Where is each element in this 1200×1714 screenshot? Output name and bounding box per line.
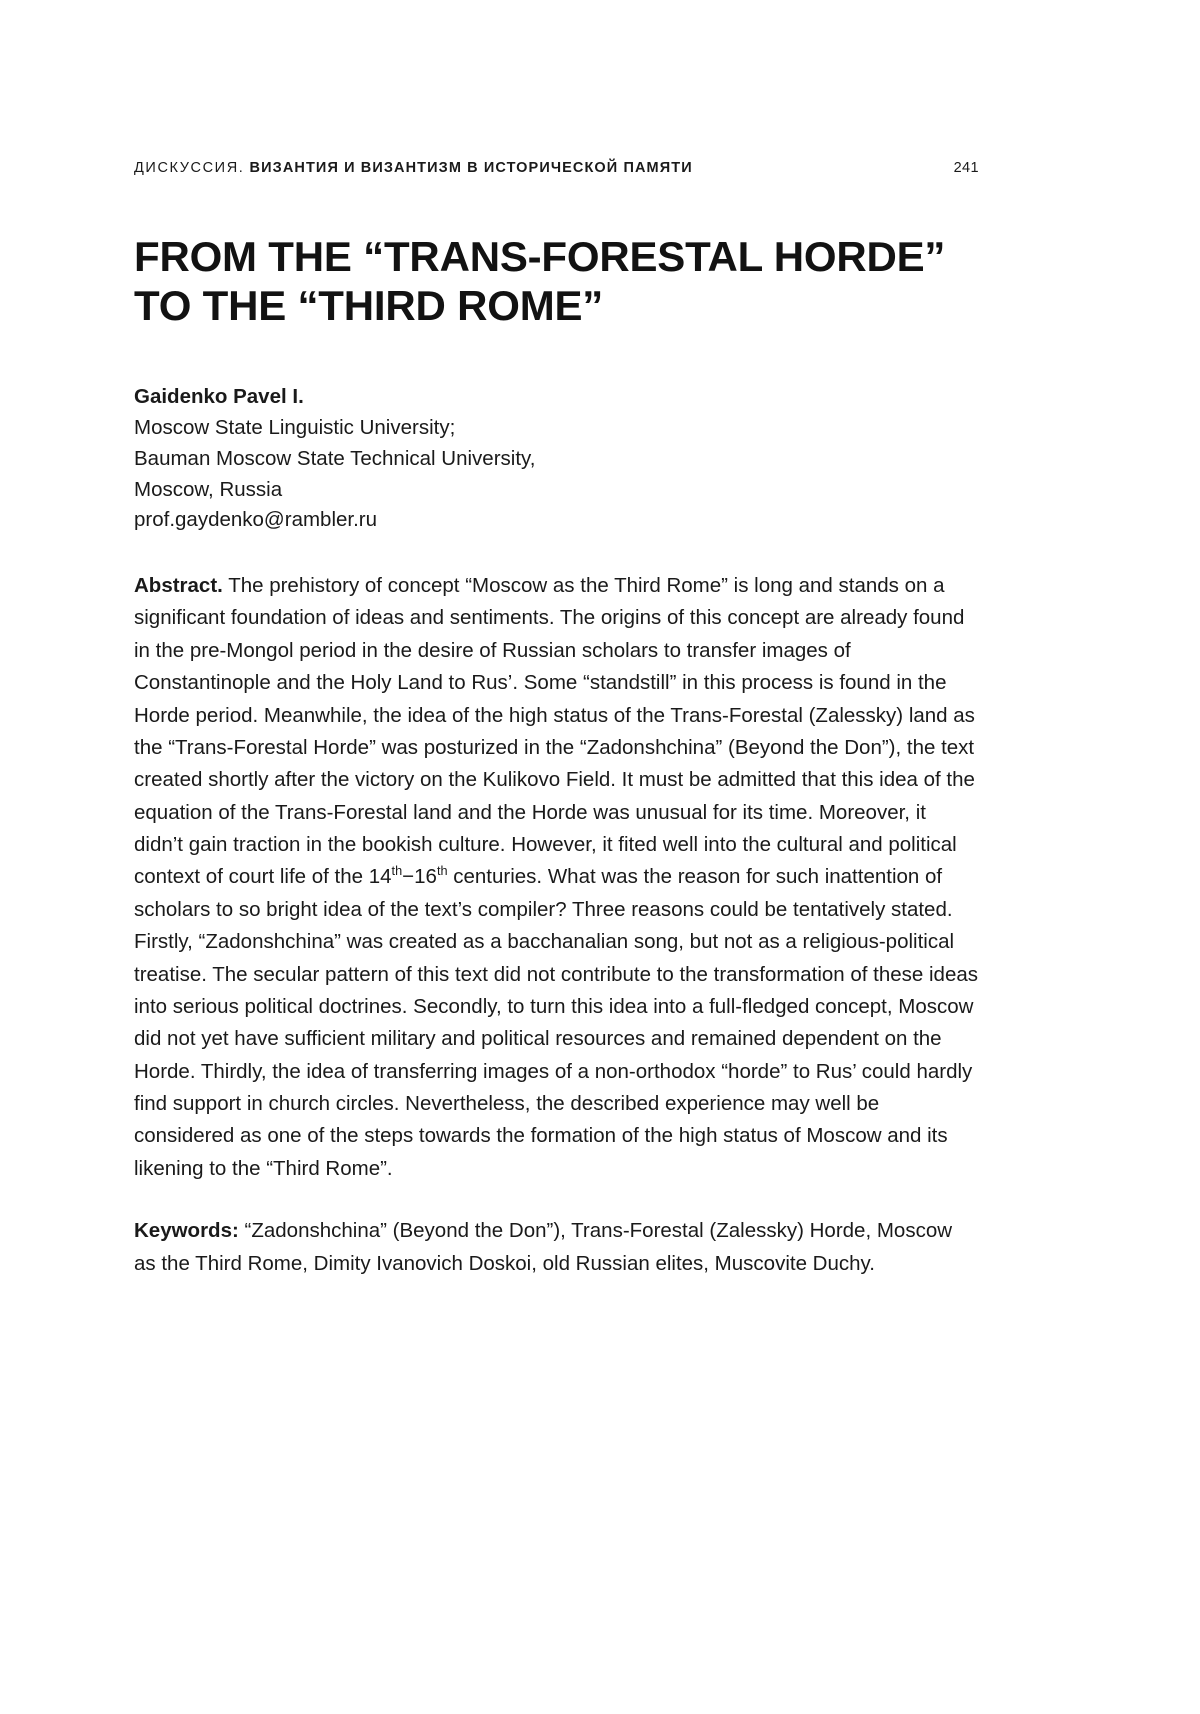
running-head bbox=[134, 160, 979, 176]
author-city: Moscow, Russia bbox=[134, 477, 283, 501]
abstract-text-part-1: The prehistory of concept “Moscow as the Third Rome” is long and stands on a significant foundation of ideas and sentiments. The origins of this concept are already found in the pre-Mongol period in the desire of Russian scholars to transfer images of Constantinople and the Holy Land to Rus’. Some “standstill” in this process is found in the Horde period. Meanwhile, the idea of the high status of the Trans-Forestal (Zalessky) land as the “Trans-Forestal Horde” was posturized in the “Zadonshchina” (Beyond the Don”), the text created shortly after the victory on the Kulikovo Field. It must be admitted that this idea of the equation of the Trans-Forestal land and the Horde was unusual for its time. Moreover, it didn’t gain traction in the bookish culture. However, it fited well into the cultural and political context of court life of the 14 bbox=[134, 574, 975, 889]
abstract-label: Abstract. bbox=[134, 574, 223, 597]
author-name: Gaidenko Pavel I. bbox=[134, 385, 304, 409]
author-block bbox=[134, 382, 979, 536]
author-affiliation-1: Moscow State Linguistic University; bbox=[134, 416, 456, 439]
author-affiliation-2: Bauman Moscow State Technical University, bbox=[134, 446, 536, 470]
page-number: 241 bbox=[953, 160, 979, 176]
running-head-text bbox=[134, 160, 693, 176]
abstract-text-part-2: −16 bbox=[402, 865, 437, 889]
page-title-line-2: TO THE “THIRD ROME” bbox=[134, 282, 604, 330]
abstract-text-part-3: centuries. What was the reason for such inattention of scholars to so bright idea of the text’s compiler? Three reasons could be tentatively stated. Firstly, “Zadonshchina” was created as a bacchanalian song, but not as a religious-political treatise. The secular pattern of this text did not contribute to the transformation of these ideas into serious political doctrines. Secondly, to turn this idea into a full-fledged concept, Moscow did not yet have sufficient military and political resources and remained dependent on the Horde. Thirdly, the idea of transferring images of a non-orthodox “horde” to Rus’ could hardly find support in church circles. Nevertheless, the described experience may well be considered as one of the steps towards the formation of the high status of Moscow and its likening to the “Third Rome”. bbox=[134, 865, 979, 1180]
running-head-topic: ВИЗАНТИЯ И ВИЗАНТИЗМ В ИСТОРИЧЕСКОЙ ПАМЯТИ bbox=[249, 160, 693, 176]
abstract-superscript-1: th bbox=[391, 863, 403, 879]
author-email: prof.gaydenko@rambler.ru bbox=[134, 508, 378, 532]
page-title bbox=[134, 232, 979, 330]
keywords-label: Keywords: bbox=[134, 1219, 239, 1243]
running-head-section: ДИСКУССИЯ. bbox=[134, 160, 245, 176]
page-content bbox=[134, 160, 979, 1280]
keywords-text: “Zadonshchina” (Beyond the Don”), Trans-Forestal (Zalessky) Horde, Moscow as the Third Rome, Dimity Ivanovich Doskoi, old Russian elites, Muscovite Duchy. bbox=[134, 1219, 953, 1275]
page-title-line-1: FROM THE “TRANS-FORESTAL HORDE” bbox=[134, 233, 946, 280]
keywords-paragraph bbox=[134, 1215, 979, 1280]
abstract-superscript-2: th bbox=[436, 863, 448, 879]
abstract-paragraph bbox=[134, 570, 979, 1185]
